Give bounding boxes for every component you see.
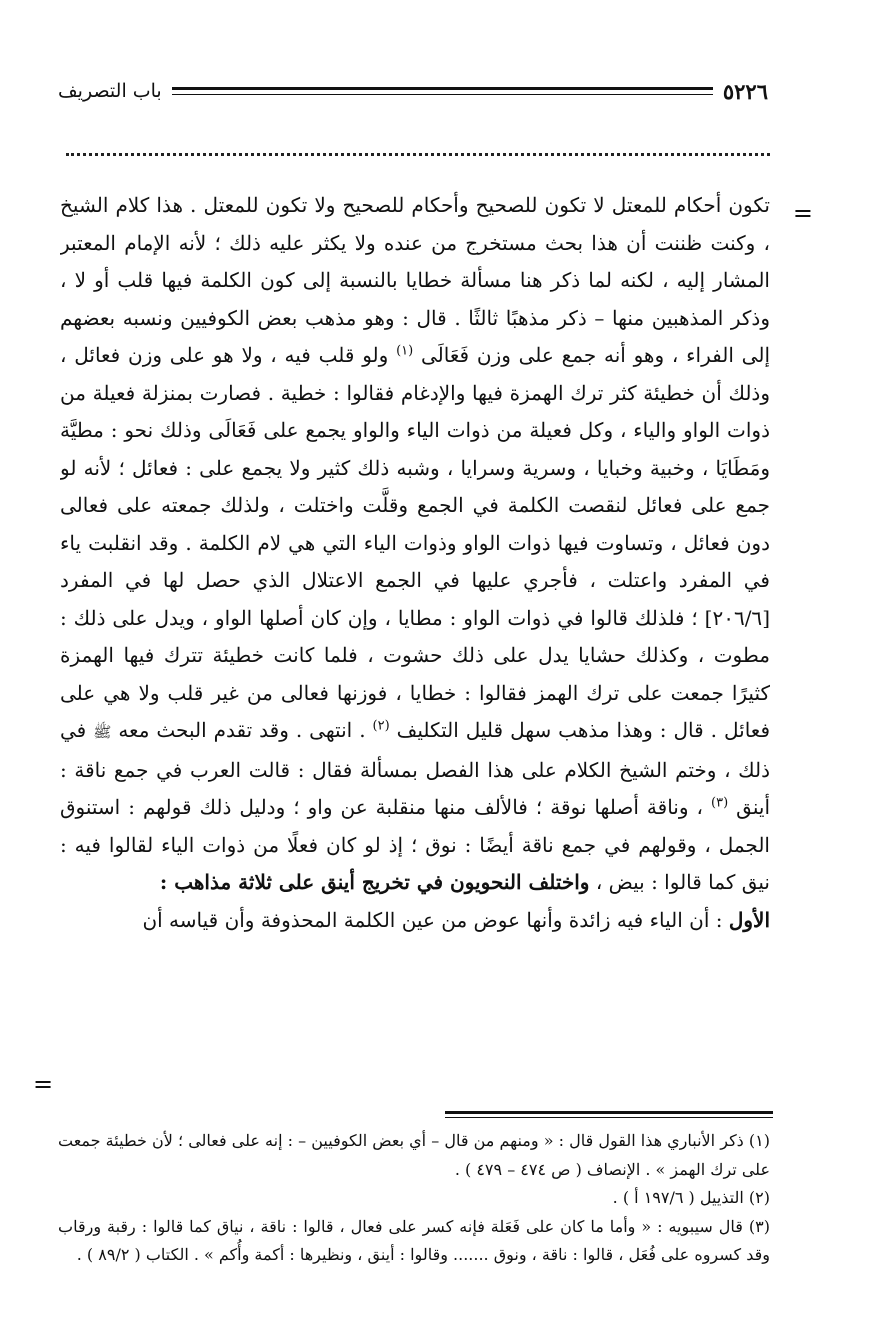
footnote-rule <box>445 1111 773 1118</box>
running-header <box>58 74 768 108</box>
main-paragraph <box>60 187 770 902</box>
body-text-3: . انتهى . وقد تقدم البحث معه <box>118 718 366 742</box>
continuation-mark-end: = <box>33 1070 54 1098</box>
footnote-ref-1: (١) <box>396 343 414 359</box>
first-opinion-label: الأول <box>728 907 770 932</box>
chapter-title: باب التصريف <box>58 80 162 102</box>
body-text-2: ولو قلب فيه ، ولا هو على وزن فعائل ، وذلك أن خطيئة كثر ترك الهمزة فيها والإدغام فقالوا : خطية . فصارت بمنزلة فعيلة من ذوات الواو والياء ، وكل فعيلة من ذوات الياء والواو يجمع على فَعَالَى وذلك نحو : مطيَّة ومَطَايَا ، وخبية وخبايا ، وسرية وسرايا ، وشبه ذلك كثير ولا يجمع على : فعائل ؛ لأنه لو جمع على فعائل لنقصت الكلمة في الجمع وقلَّت واختلت ، ولذلك جمعته على فعالى دون فعائل ، وتساوت فيها ذوات الواو وذوات الياء التي هي لام الكلمة . وقد انقلبت ياء في المفرد واعتلت ، فأجري عليها في الجمع الاعتلال الذي حصل لها في المفرد [٢٠٦/٦] ؛ فلذلك قالوا في ذوات الواو : مطايا ، وإن كان أصلها الواو ، ويدل على ذلك : مطوت ، وكذلك حشايا يدل على ذلك حشوت ، فلما كانت خطيئة تترك فيها الهمزة كثيرًا جمعت على ترك الهمز فقالوا : خطايا ، فوزنها فعالى من غير قلب ولا هي على فعائل . قال : وهذا مذهب سهل قليل التكليف <box>60 343 770 742</box>
footnote-ref-3: (٣) <box>711 795 729 811</box>
body-text-1: تكون أحكام للمعتل لا تكون للصحيح وأحكام للصحيح ولا تكون للمعتل . هذا كلام الشيخ ، وكنت ظننت أن هذا بحث مستخرج من عنده ولا يكثر عليه ذلك ؛ لأنه الإمام المعتبر المشار إليه ، لكنه لما ذكر هنا مسألة خطايا بالنسبة إلى كون الكلمة فيها قلب أو لا ، وذكر المذهبين منها – ذكر مذهبًا ثالثًا . قال : وهو مذهب بعض الكوفيين ونسبه بعضهم إلى الفراء ، وهو أنه جمع على وزن فَعَالَى <box>60 193 770 367</box>
first-opinion-paragraph <box>60 902 770 940</box>
bold-heading-sentence: واختلف النحويون في تخريج أينق على ثلاثة مذاهب : <box>159 870 590 894</box>
main-text <box>60 187 770 1087</box>
honorific-symbol: ﷺ <box>93 723 112 741</box>
body-text-4: في ذلك ، وختم الشيخ الكلام على هذا الفصل بمسألة فقال : قالت العرب في جمع ناقة : أينق <box>60 718 770 819</box>
header-rule <box>172 87 713 95</box>
page-number: ٥٢٢٦ <box>722 78 768 104</box>
footnote-3: (٣) قال سيبويه : « وأما ما كان على فَعَلة فإنه كسر على فعال ، قالوا : ناقة ، نياق كما قالوا : رقبة ورقاب وقد كسروه على فُعَل ، قالوا : ناقة ، ونوق ....... وقالوا : أينق ، ونظيرها : أكمة وأُكم » . الكتاب ( ٨٩/٢ ) . <box>58 1216 770 1264</box>
body-text-7: : أن الياء فيه زائدة وأنها عوض من عين الكلمة المحذوفة وأن قياسه أن <box>142 907 723 932</box>
footnotes <box>58 1127 770 1307</box>
continuation-mark-start: = <box>792 199 813 227</box>
body-text-5: ، وناقة أصلها نوقة ؛ فالألف منها منقلبة عن واو ؛ ودليل ذلك قولهم : استنوق الجمل ، وقولهم في جمع ناقة أيضًا : نوق ؛ إذ لو كان فعلًا من ذوات الياء لقالوا فيه : نيق كما قالوا : بيض ، <box>60 795 770 894</box>
footnote-1: (١) ذكر الأنباري هذا القول قال : « ومنهم من قال – أي بعض الكوفيين – : إنه على فعالى ؛ لأن خطيئة جمعت على ترك الهمز » . الإنصاف ( ص ٤٧٤ – ٤٧٩ ) . <box>58 1131 770 1179</box>
footnote-2: (٢) التذييل ( ١٩٧/٦ أ ) . <box>612 1188 770 1207</box>
footnote-ref-2: (٢) <box>372 718 390 734</box>
dotted-separator <box>66 153 770 156</box>
